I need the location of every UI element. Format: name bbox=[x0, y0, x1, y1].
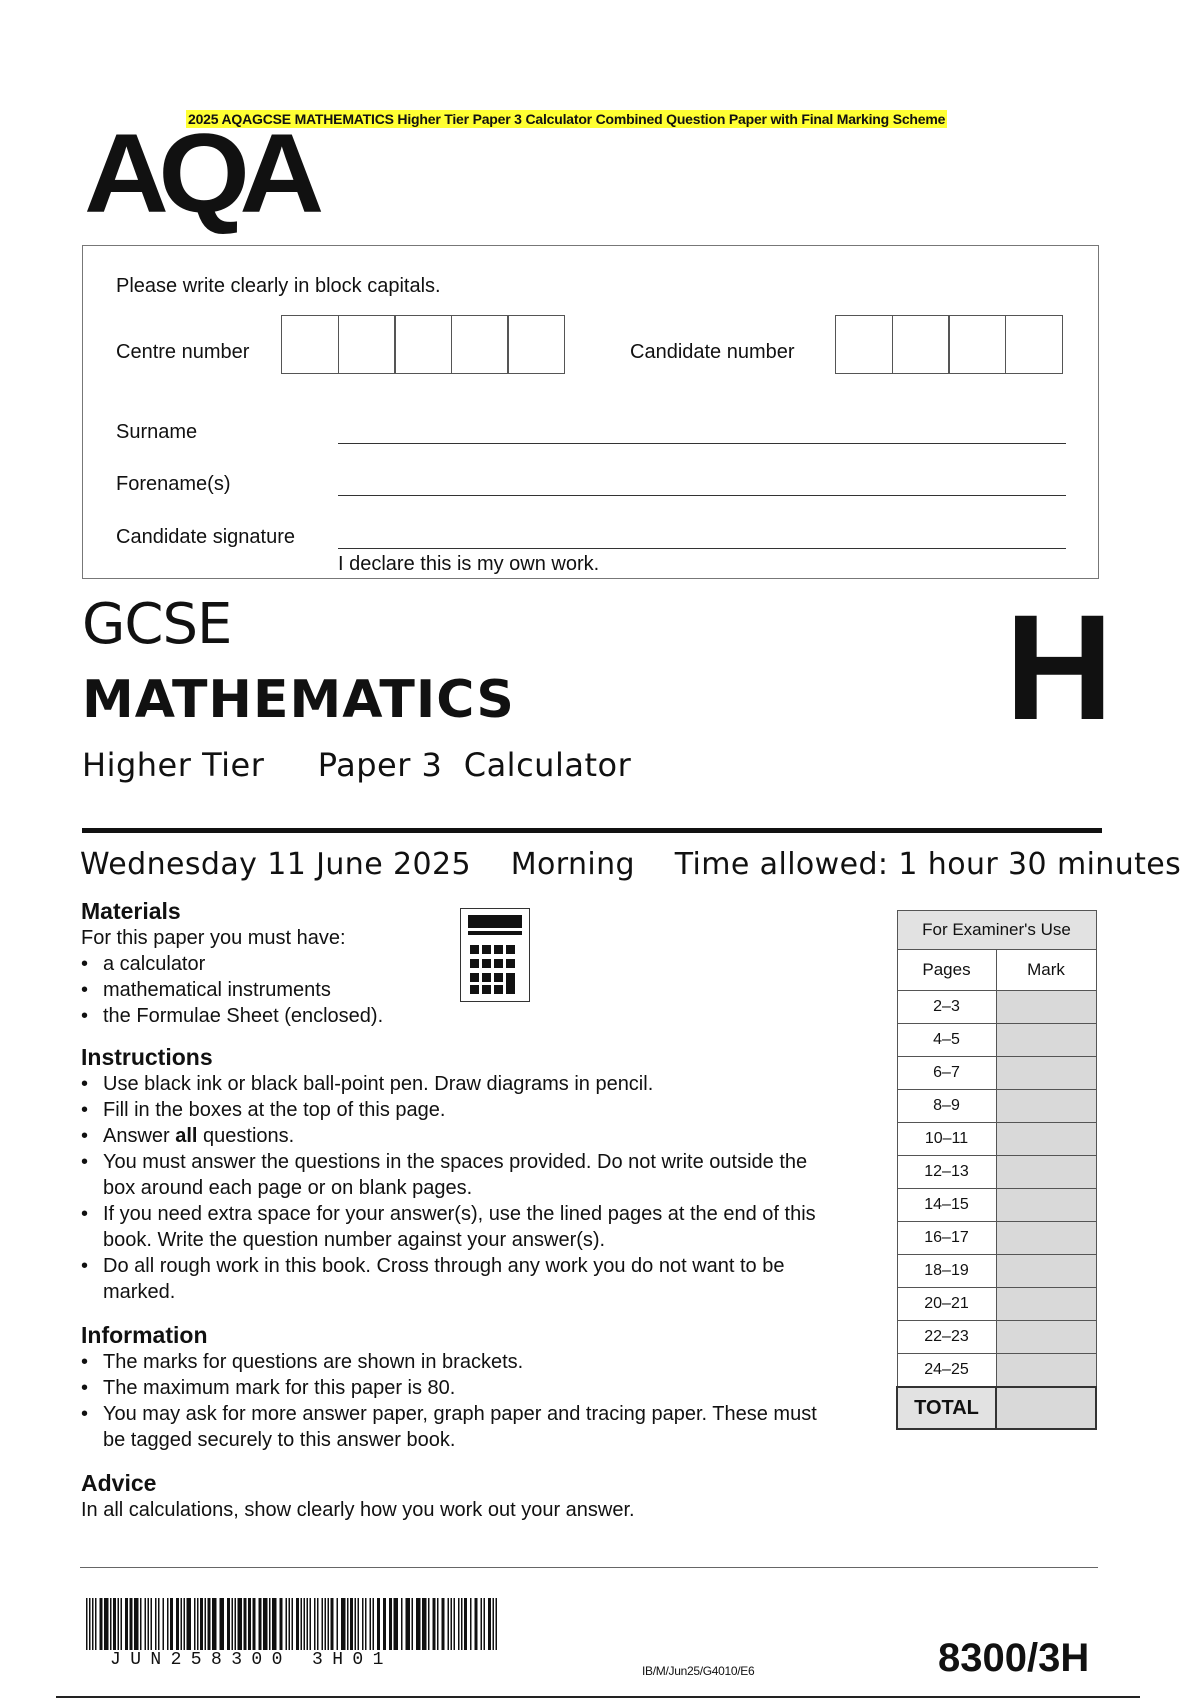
barcode-bar bbox=[296, 1598, 299, 1650]
pages-cell: 20–21 bbox=[897, 1288, 996, 1321]
barcode-bar bbox=[130, 1598, 133, 1650]
barcode-bar bbox=[428, 1598, 430, 1650]
advice-section bbox=[81, 1470, 841, 1523]
barcode-bar bbox=[458, 1598, 460, 1650]
barcode-bar bbox=[416, 1598, 421, 1650]
barcode-bar bbox=[110, 1598, 112, 1650]
barcode-bar bbox=[286, 1598, 288, 1650]
list-item: • a calculator bbox=[81, 951, 441, 977]
mark-cell bbox=[996, 1222, 1096, 1255]
tier-letter: H bbox=[1005, 583, 1114, 751]
candidate-number-boxes[interactable] bbox=[835, 315, 1063, 374]
forename-line[interactable] bbox=[338, 495, 1066, 496]
list-item: • mathematical instruments bbox=[81, 977, 441, 1003]
centre-number-label: Centre number bbox=[116, 341, 250, 363]
list-item: • Fill in the boxes at the top of this page. bbox=[81, 1097, 841, 1123]
document-title-banner: 2025 AQAGCSE MATHEMATICS Higher Tier Paper 3 Calculator Combined Question Paper with Final Marking Scheme bbox=[188, 111, 946, 127]
table-row bbox=[897, 1090, 1096, 1123]
barcode-bar bbox=[389, 1598, 392, 1650]
information-section bbox=[81, 1322, 841, 1453]
signature-line[interactable] bbox=[338, 548, 1066, 549]
barcode-bar bbox=[442, 1598, 445, 1650]
barcode-bar bbox=[383, 1598, 386, 1650]
mark-cell bbox=[996, 1057, 1096, 1090]
list-item: • the Formulae Sheet (enclosed). bbox=[81, 1003, 441, 1029]
examiners-use-rows bbox=[897, 991, 1096, 1388]
table-row bbox=[897, 1222, 1096, 1255]
page-bottom-rule bbox=[56, 1696, 1140, 1698]
table-row bbox=[897, 1255, 1096, 1288]
barcode-bar bbox=[95, 1598, 97, 1650]
table-row bbox=[897, 1321, 1096, 1354]
mark-cell bbox=[996, 1156, 1096, 1189]
pages-cell: 6–7 bbox=[897, 1057, 996, 1090]
barcode-bar bbox=[151, 1598, 153, 1650]
pages-cell: 4–5 bbox=[897, 1024, 996, 1057]
barcode-bar bbox=[235, 1598, 237, 1650]
barcode-bar bbox=[125, 1598, 128, 1650]
barcode-bar bbox=[394, 1598, 399, 1650]
paper-label: Paper 3 Calculator bbox=[317, 746, 632, 784]
signature-label: Candidate signature bbox=[116, 526, 296, 548]
barcode-bar bbox=[337, 1598, 339, 1650]
barcode-bar bbox=[358, 1598, 360, 1650]
barcode-bar bbox=[86, 1598, 88, 1650]
barcode-bar bbox=[155, 1598, 157, 1650]
qualification-title: GCSE bbox=[82, 592, 232, 657]
document-reference: IB/M/Jun25/G4010/E6 bbox=[642, 1664, 755, 1678]
barcode-bar bbox=[307, 1598, 309, 1650]
pages-cell: 22–23 bbox=[897, 1321, 996, 1354]
barcode-bar bbox=[208, 1598, 211, 1650]
table-row bbox=[897, 1123, 1096, 1156]
barcode-bar bbox=[401, 1598, 403, 1650]
candidate-number-digit-box[interactable] bbox=[835, 315, 893, 374]
barcode-bar bbox=[244, 1598, 247, 1650]
pages-cell: 12–13 bbox=[897, 1156, 996, 1189]
surname-label: Surname bbox=[116, 421, 198, 443]
barcode-bar bbox=[167, 1598, 169, 1650]
materials-heading: Materials bbox=[81, 898, 181, 924]
centre-number-digit-box[interactable] bbox=[507, 315, 565, 374]
list-item: • If you need extra space for your answer(s), use the lined pages at the end of this book. Write the question number against your answer(s). bbox=[81, 1201, 841, 1253]
barcode-bar bbox=[373, 1598, 375, 1650]
examiners-use-title: For Examiner's Use bbox=[897, 911, 1096, 950]
barcode-bar bbox=[406, 1598, 411, 1650]
barcode-bar bbox=[184, 1598, 186, 1650]
barcode-bar bbox=[259, 1598, 262, 1650]
pages-column-header: Pages bbox=[897, 950, 996, 991]
candidate-number-digit-box[interactable] bbox=[948, 315, 1006, 374]
candidate-number-digit-box[interactable] bbox=[1005, 315, 1063, 374]
barcode-bar bbox=[362, 1598, 364, 1650]
table-row bbox=[897, 991, 1096, 1024]
barcode-bar bbox=[365, 1598, 367, 1650]
barcode-bar bbox=[163, 1598, 165, 1650]
barcode-bar bbox=[121, 1598, 123, 1650]
barcode-bar bbox=[134, 1598, 139, 1650]
list-item: • Use black ink or black ball-point pen. Draw diagrams in pencil. bbox=[81, 1071, 841, 1097]
candidate-number-label: Candidate number bbox=[630, 341, 795, 363]
barcode-bar bbox=[341, 1598, 346, 1650]
barcode-bar bbox=[470, 1598, 472, 1650]
barcode-bar bbox=[289, 1598, 291, 1650]
barcode-bar bbox=[104, 1598, 109, 1650]
barcode-bar bbox=[187, 1598, 192, 1650]
title-divider bbox=[82, 828, 1102, 833]
barcode-bar bbox=[481, 1598, 483, 1650]
barcode-bar bbox=[464, 1598, 467, 1650]
pages-cell: 2–3 bbox=[897, 991, 996, 1024]
list-item: • The marks for questions are shown in brackets. bbox=[81, 1349, 841, 1375]
barcode-bar bbox=[325, 1598, 327, 1650]
barcode-bar bbox=[314, 1598, 316, 1650]
pages-cell: 8–9 bbox=[897, 1090, 996, 1123]
answer-suffix: questions. bbox=[197, 1125, 295, 1147]
barcode-bar bbox=[301, 1598, 303, 1650]
barcode-bar bbox=[232, 1598, 234, 1650]
block-capitals-instruction: Please write clearly in block capitals. bbox=[116, 275, 441, 297]
total-label: TOTAL bbox=[897, 1387, 996, 1429]
answer-all-emphasis: all bbox=[175, 1125, 198, 1147]
declaration-text: I declare this is my own work. bbox=[338, 553, 600, 575]
barcode-bar bbox=[118, 1598, 120, 1650]
aqa-logo: AQA bbox=[84, 111, 314, 236]
list-item: • You must answer the questions in the spaces provided. Do not write outside the box around each page or on blank pages. bbox=[81, 1149, 841, 1201]
barcode-bar bbox=[317, 1598, 319, 1650]
exam-date-line bbox=[80, 847, 1181, 882]
exam-session: Morning bbox=[510, 847, 635, 882]
barcode-bar bbox=[437, 1598, 439, 1650]
barcode-bar bbox=[328, 1598, 330, 1650]
barcode-bar bbox=[220, 1598, 225, 1650]
barcode-bar bbox=[92, 1598, 94, 1650]
table-row bbox=[897, 1288, 1096, 1321]
barcode-bar bbox=[454, 1598, 456, 1650]
footer-divider bbox=[80, 1567, 1098, 1568]
barcode-bar bbox=[100, 1598, 103, 1650]
centre-number-digit-box[interactable] bbox=[394, 315, 452, 374]
barcode-bar bbox=[176, 1598, 179, 1650]
list-item: • You may ask for more answer paper, graph paper and tracing paper. These must be tagged securely to this answer book. bbox=[81, 1401, 841, 1453]
barcode-bar bbox=[145, 1598, 147, 1650]
barcode-bar bbox=[370, 1598, 372, 1650]
barcode-bar bbox=[350, 1598, 353, 1650]
mark-cell bbox=[996, 1354, 1096, 1388]
barcode-bar bbox=[212, 1598, 217, 1650]
examiners-use-table bbox=[896, 910, 1097, 1430]
barcode-bar bbox=[170, 1598, 173, 1650]
advice-heading: Advice bbox=[81, 1470, 157, 1496]
barcode-bar bbox=[158, 1598, 160, 1650]
barcode-bar bbox=[451, 1598, 453, 1650]
barcode-bar bbox=[448, 1598, 450, 1650]
subject-title: MATHEMATICS bbox=[82, 670, 515, 730]
barcode-bar bbox=[322, 1598, 324, 1650]
list-item bbox=[81, 1123, 841, 1149]
mark-cell bbox=[996, 1024, 1096, 1057]
table-row bbox=[897, 1189, 1096, 1222]
barcode-bar bbox=[148, 1598, 150, 1650]
pages-cell: 24–25 bbox=[897, 1354, 996, 1388]
barcode-bar bbox=[488, 1598, 491, 1650]
barcode-bar bbox=[205, 1598, 207, 1650]
barcode-bar bbox=[140, 1598, 142, 1650]
materials-list bbox=[81, 951, 441, 1029]
pages-cell: 18–19 bbox=[897, 1255, 996, 1288]
pages-cell: 16–17 bbox=[897, 1222, 996, 1255]
centre-number-digit-box[interactable] bbox=[281, 315, 339, 374]
barcode-bar bbox=[248, 1598, 251, 1650]
centre-number-boxes[interactable] bbox=[281, 315, 565, 374]
barcode-bar bbox=[272, 1598, 277, 1650]
materials-intro: For this paper you must have: bbox=[81, 927, 346, 949]
calculator-icon bbox=[460, 908, 530, 1002]
barcode-bar bbox=[227, 1598, 230, 1650]
instructions-section bbox=[81, 1044, 841, 1305]
paper-subtitle bbox=[82, 746, 631, 784]
barcode-bar bbox=[253, 1598, 256, 1650]
mark-cell bbox=[996, 1189, 1096, 1222]
mark-cell bbox=[996, 1321, 1096, 1354]
centre-number-digit-box[interactable] bbox=[338, 315, 396, 374]
barcode-bar bbox=[412, 1598, 414, 1650]
barcode-bar bbox=[197, 1598, 199, 1650]
paper-code: 8300/3H bbox=[938, 1636, 1090, 1680]
answer-prefix: Answer bbox=[103, 1125, 176, 1147]
list-item: • Do all rough work in this book. Cross through any work you do not want to be marked. bbox=[81, 1253, 841, 1305]
barcode-bar bbox=[304, 1598, 306, 1650]
tier-label: Higher Tier bbox=[82, 746, 265, 784]
barcode-bar bbox=[433, 1598, 436, 1650]
table-row bbox=[897, 1024, 1096, 1057]
list-item: • The maximum mark for this paper is 80. bbox=[81, 1375, 841, 1401]
instructions-list bbox=[81, 1071, 841, 1305]
mark-cell bbox=[996, 1123, 1096, 1156]
barcode-bar bbox=[493, 1598, 495, 1650]
mark-cell bbox=[996, 1090, 1096, 1123]
barcode-bar bbox=[422, 1598, 427, 1650]
barcode-bar bbox=[89, 1598, 91, 1650]
barcode-bar bbox=[377, 1598, 380, 1650]
barcode-bar bbox=[113, 1598, 116, 1650]
exam-date: Wednesday 11 June 2025 bbox=[80, 847, 471, 882]
barcode-bar bbox=[194, 1598, 196, 1650]
pages-cell: 14–15 bbox=[897, 1189, 996, 1222]
information-heading: Information bbox=[81, 1322, 208, 1348]
barcode-bar bbox=[475, 1598, 478, 1650]
barcode-bar bbox=[280, 1598, 283, 1650]
barcode-bar bbox=[263, 1598, 268, 1650]
centre-number-digit-box[interactable] bbox=[451, 315, 509, 374]
mark-column-header: Mark bbox=[996, 950, 1096, 991]
barcode-bar bbox=[331, 1598, 334, 1650]
barcode-bar bbox=[347, 1598, 349, 1650]
time-allowed: Time allowed: 1 hour 30 minutes bbox=[674, 847, 1182, 882]
advice-text: In all calculations, show clearly how you work out your answer. bbox=[81, 1499, 635, 1521]
barcode-bar bbox=[496, 1598, 498, 1650]
mark-cell bbox=[996, 991, 1096, 1024]
table-row bbox=[897, 1354, 1096, 1388]
table-row bbox=[897, 1156, 1096, 1189]
barcode-text: JUN258300 3H01 bbox=[110, 1650, 393, 1670]
barcode-bar bbox=[355, 1598, 357, 1650]
instructions-heading: Instructions bbox=[81, 1044, 213, 1070]
barcode-bar bbox=[181, 1598, 183, 1650]
materials-section bbox=[81, 898, 441, 1029]
barcode-bar bbox=[200, 1598, 203, 1650]
barcode-bar bbox=[461, 1598, 463, 1650]
barcode-bar bbox=[269, 1598, 271, 1650]
barcode-bar bbox=[292, 1598, 294, 1650]
candidate-number-digit-box[interactable] bbox=[892, 315, 950, 374]
barcode bbox=[86, 1598, 498, 1650]
forename-label: Forename(s) bbox=[116, 473, 231, 495]
surname-line[interactable] bbox=[338, 443, 1066, 444]
barcode-bar bbox=[310, 1598, 312, 1650]
total-mark-cell bbox=[996, 1387, 1096, 1429]
pages-cell: 10–11 bbox=[897, 1123, 996, 1156]
information-list bbox=[81, 1349, 841, 1453]
mark-cell bbox=[996, 1288, 1096, 1321]
barcode-bar bbox=[484, 1598, 486, 1650]
mark-cell bbox=[996, 1255, 1096, 1288]
table-row bbox=[897, 1057, 1096, 1090]
barcode-bar bbox=[238, 1598, 243, 1650]
